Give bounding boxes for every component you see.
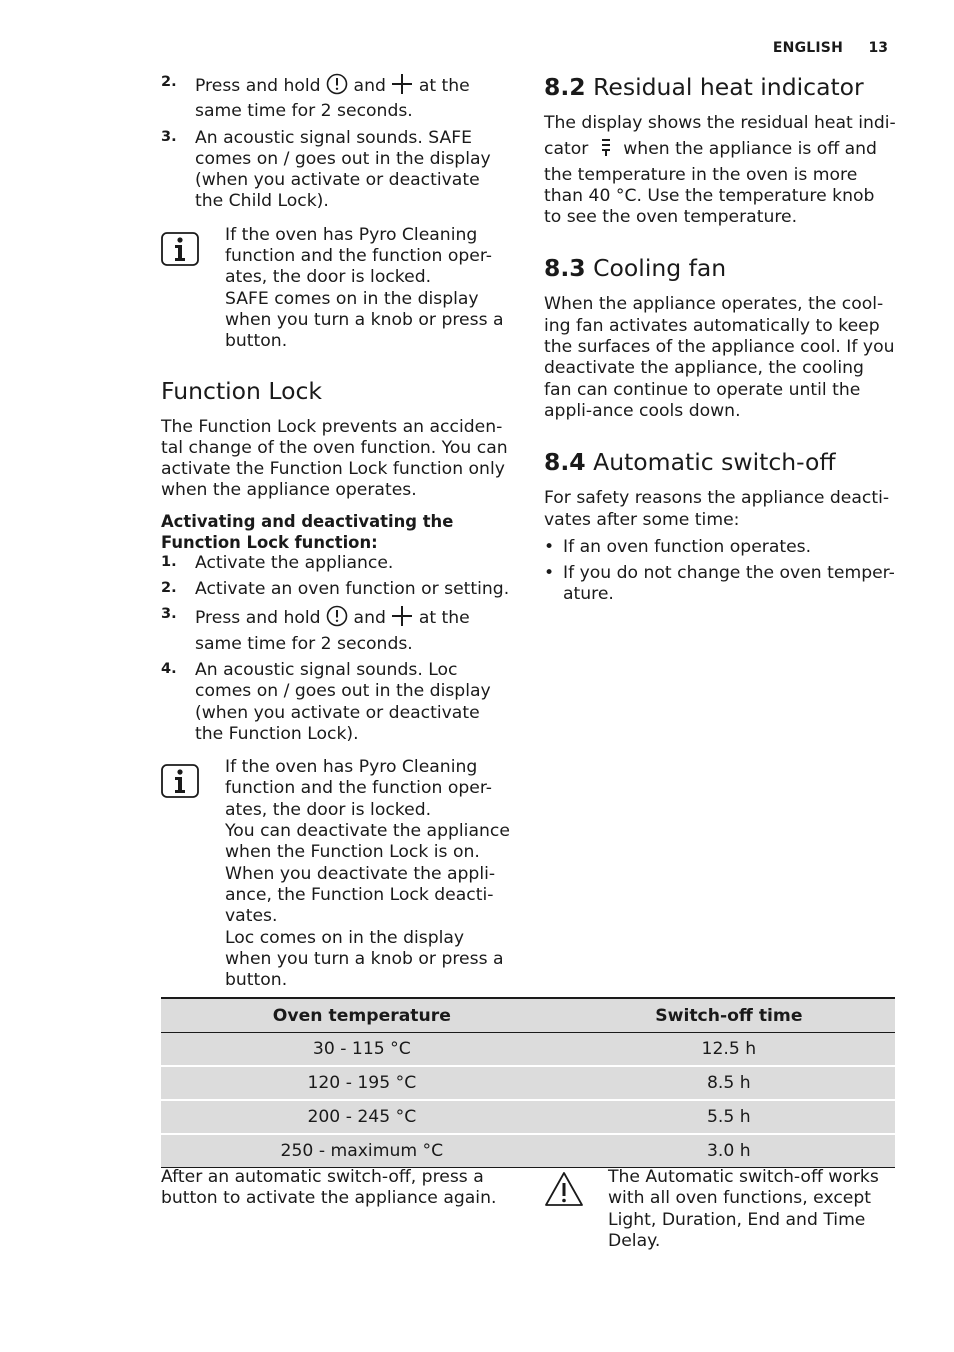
table-header-cell: Switch-off time: [563, 998, 895, 1033]
note-text: If the oven has Pyro Cleaning function and the function oper-ates, the door is locked.: [225, 224, 492, 288]
table-row: [161, 1134, 895, 1168]
warning-text: The Automatic switch-off works with all oven functions, except Light, Duration, End and Time Delay.: [608, 1167, 879, 1251]
step-text: Activate the appliance.: [195, 552, 394, 573]
residual-heat-indicator-icon: [600, 134, 612, 164]
plus-icon: [391, 605, 413, 633]
table-cell: 200 - 245 °C: [161, 1100, 563, 1134]
section-number: 8.2: [544, 73, 586, 101]
info-note: [161, 757, 511, 991]
step-text-after: at the same time for 2 seconds.: [195, 76, 470, 122]
step-number: 3.: [161, 606, 177, 623]
note-text: Loc comes on in the display when you turn a knob or press a button.: [225, 927, 504, 991]
section-title-text: Cooling fan: [593, 254, 727, 283]
section-number: 8.4: [544, 448, 586, 477]
note-text: You can deactivate the appliance when the Function Lock is on.: [225, 821, 510, 863]
step-text-middle: and: [353, 608, 386, 629]
step-text-before: Press and hold: [195, 608, 321, 629]
table-cell: 3.0 h: [563, 1134, 895, 1168]
table-cell: 30 - 115 °C: [161, 1033, 563, 1067]
plus-icon: [391, 73, 413, 101]
page-number: 13: [868, 40, 888, 56]
table-cell: 5.5 h: [563, 1100, 895, 1134]
clock-icon: [326, 73, 348, 101]
list-item: • If an oven function operates.: [544, 537, 896, 558]
table-cell: 12.5 h: [563, 1033, 895, 1067]
function-lock-step: [161, 553, 511, 574]
warning-note-body: [544, 1167, 896, 1252]
table-row: [161, 1033, 895, 1067]
list-item: • If you do not change the oven temper-ature.: [544, 563, 896, 606]
step-text: An acoustic signal sounds. SAFE comes on / goes out in the display (when you activate or deactivate the Child Lock).: [195, 127, 491, 212]
table-cell: 120 - 195 °C: [161, 1066, 563, 1100]
warning-note: [544, 1167, 896, 1252]
step-number: 3.: [161, 128, 177, 145]
cooling-fan-paragraph: When the appliance operates, the cool-ing fan activates automatically to keep the surfaces of the appliance cool. If you deactivate the appliance, the cooling fan can continue to operate until the appli-ance cools down.: [544, 294, 895, 421]
info-icon: [161, 232, 199, 272]
table-header-cell: Oven temperature: [161, 998, 563, 1033]
residual-text-before: The display shows the residual heat indi-cator: [544, 113, 896, 160]
auto-switch-off-intro: For safety reasons the appliance deacti-vates after some time:: [544, 488, 890, 530]
function-lock-step: [161, 660, 511, 745]
section-title: Function Lock: [161, 376, 323, 405]
function-lock-step: [161, 579, 511, 600]
section-title-8-4: [544, 448, 896, 476]
step-number: 1.: [161, 553, 177, 570]
section-title-8-2: [544, 73, 896, 101]
step-text: Activate an oven function or setting.: [195, 579, 510, 600]
info-icon: [161, 764, 199, 804]
residual-heat-paragraph: [544, 113, 896, 228]
child-lock-step: [161, 128, 511, 213]
step-number: 2.: [161, 74, 177, 90]
warning-icon: [544, 1171, 584, 1213]
table-cell: 8.5 h: [563, 1066, 895, 1100]
step-text-middle: and: [353, 76, 386, 96]
table-row: [161, 1100, 895, 1134]
clock-icon: [326, 605, 348, 633]
step-text-before: Press and hold: [195, 76, 321, 96]
note-text: SAFE comes on in the display when you turn a knob or press a button.: [225, 288, 504, 352]
step-text: An acoustic signal sounds. Loc comes on / goes out in the display (when you activate or deactivate the Function Lock).: [195, 659, 491, 744]
step-text-after: at the same time for 2 seconds.: [195, 608, 470, 654]
child-lock-step: [161, 73, 511, 123]
switch-off-table: [161, 997, 895, 1168]
note-text: If the oven has Pyro Cleaning function and the function oper-ates, the door is locked.: [225, 757, 492, 820]
table-cell: 250 - maximum °C: [161, 1134, 563, 1168]
section-title-text: Automatic switch-off: [593, 448, 836, 477]
procedure-subheading: Activating and deactivating the Function Lock function:: [161, 511, 454, 552]
right-column: [544, 73, 896, 611]
info-note: [161, 225, 511, 353]
header-language: ENGLISH: [772, 40, 843, 56]
step-number: 2.: [161, 580, 177, 597]
residual-text-after: when the appliance is off and the temperature in the oven is more than 40 °C. Use the temperature knob to see the oven temperature.: [544, 139, 877, 228]
section-number: 8.3: [544, 254, 586, 283]
function-lock-step: [161, 605, 511, 655]
step-number: 4.: [161, 660, 177, 677]
table-header-row: [161, 998, 895, 1033]
left-column: [161, 73, 511, 991]
section-title-text: Residual heat indicator: [593, 73, 864, 101]
section-intro: The Function Lock prevents an acciden-tal change of the oven function. You can activate the Function Lock function only when the appliance operates.: [161, 416, 508, 501]
section-title-8-3: [544, 254, 896, 282]
note-text: When you deactivate the appli-ance, the Function Lock deacti-vates.: [225, 863, 496, 927]
after-switch-off-text: After an automatic switch-off, press a button to activate the appliance again.: [161, 1167, 497, 1209]
table-row: [161, 1066, 895, 1100]
